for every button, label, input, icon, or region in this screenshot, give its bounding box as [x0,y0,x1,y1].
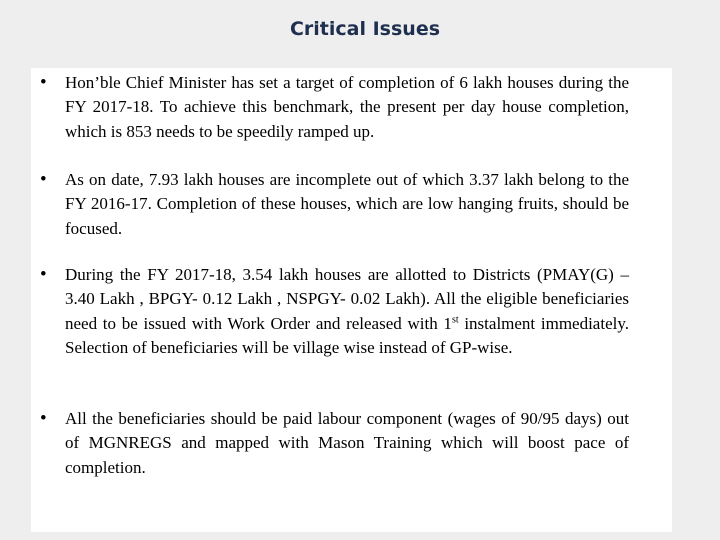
bullet-text: All the beneficiaries should be paid labour component (wages of 90/95 days) out of MGNREGS and mapped with Mason Training which will boost pace of completion. [65,409,629,477]
bullet-icon: • [40,264,47,285]
bullet-icon: • [40,72,47,93]
bullet-text-part: instalment immediately. Selection of beneficiaries will be village wise instead of GP-wise. [65,313,629,357]
bullet-text: Hon’ble Chief Minister has set a target of completion of 6 lakh houses during the FY 2017-18. To achieve this benchmark, the present per day house completion, which is 853 needs to be speedily ramped up. [65,73,629,141]
bullet-item [40,168,661,241]
bullet-item [40,71,661,144]
bullet-item [40,407,661,480]
page-title: Critical Issues [289,18,441,40]
bullet-icon: • [40,408,47,429]
bullet-text [65,263,629,360]
bullet-icon: • [40,169,47,190]
bullet-text-part: During the FY 2017-18, 3.54 lakh houses are allotted to Districts (PMAY(G) – 3.40 Lakh , BPGY- 0.12 Lakh , NSPGY- 0.02 Lakh). All the eligible beneficiaries need to be issued with Work Order and released with 1 [65,265,629,333]
bullet-item [40,263,661,360]
ordinal-superscript: st [451,313,459,325]
bullet-text: As on date, 7.93 lakh houses are incomplete out of which 3.37 lakh belong to the FY 2016-17. Completion of these houses, which are low hanging fruits, should be focused. [65,170,629,238]
